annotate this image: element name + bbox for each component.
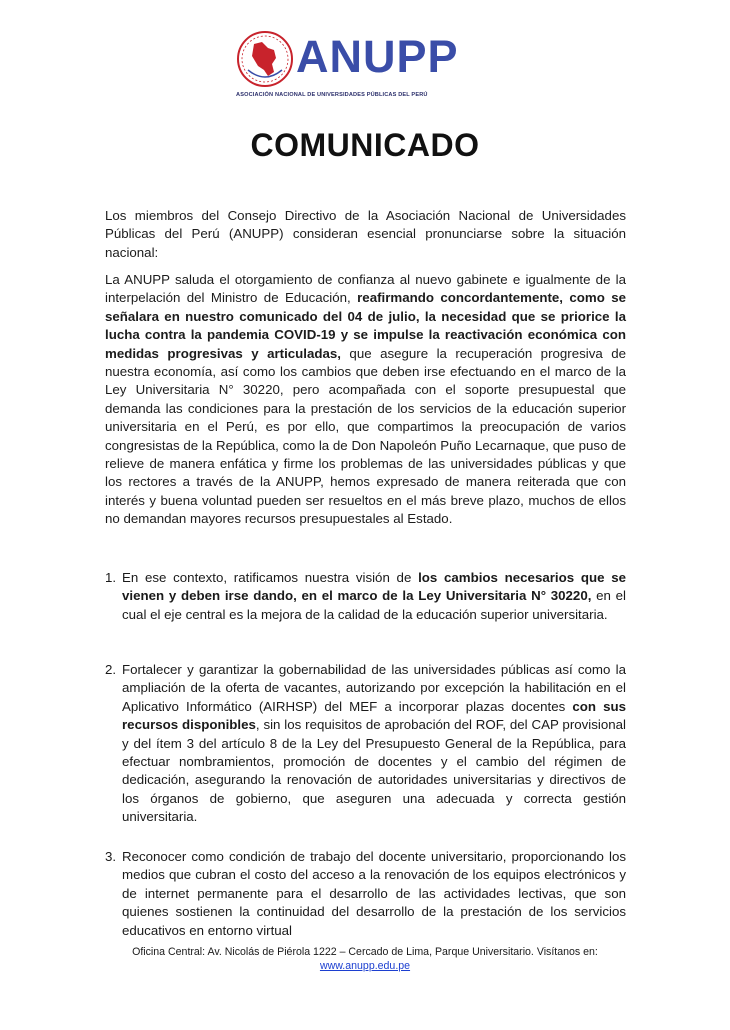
- paragraph-text: que asegure la recuperación progresiva de nuestra economía, así como los cambios que deben irse efectuando en el marco de la Ley Universitaria N° 30220, pero acompañada con el soporte presupuestal que demanda las condiciones para la prestación de los servicios de la educación superior universitaria en el Perú, es por ello, que compartimos la preocupación de varios congresistas de la República, como la de Don Napoleón Puño Lecarnaque, que puso de relieve de manera enfática y firme los problemas de las universidades públicas y que los rectores a través de la ANUPP, hemos expresado de manera reiterada que con interés y buena voluntad pueden ser resueltos en el más breve plazo, muchos de ellos no demandan mayores recursos presupuestales al Estado.: [105, 345, 627, 527]
- item-text: En ese contexto, ratificamos nuestra visión de: [122, 570, 419, 585]
- numbered-list: [105, 569, 626, 624]
- main-paragraph: [105, 271, 626, 529]
- item-text: en el cual el eje central es la mejora de la calidad de la educación superior universitaria.: [122, 588, 626, 622]
- website-link[interactable]: www.anupp.edu.pe: [319, 960, 411, 972]
- logo-subtitle: ASOCIACIÓN NACIONAL DE UNIVERSIDADES PÚBLICAS DEL PERÚ: [236, 92, 428, 98]
- peru-map-seal-icon: [236, 30, 294, 88]
- footer-address: Oficina Central: Av. Nicolás de Piérola 1222 – Cercado de Lima, Parque Universitario. Visítanos en:: [132, 946, 598, 958]
- list-number: 2.: [105, 662, 117, 677]
- item-bold-text: los cambios necesarios que se vienen y deben irse dando, en el marco de la Ley Universitaria N° 30220,: [122, 570, 626, 604]
- footer: [0, 945, 730, 973]
- list-number: 1.: [105, 570, 117, 585]
- paragraph-bold-text: reafirmando concordantemente, como se señalara en nuestro comunicado del 04 de julio, la necesidad que se priorice la lucha contra la pandemia COVID-19 y se impulse la reactivación económica con medidas progresivas y articuladas,: [105, 290, 626, 361]
- item-text: , sin los requisitos de aprobación del ROF, del CAP provisional y del ítem 3 del artículo 8 de la Ley del Presupuesto General de la República, para efectuar nombramientos, promoción de docentes y el cambio del régimen de dedicación, asegurando la renovación de autoridades universitarias y directivos de los órganos de gobierno, que aseguren una adecuada y correcta gestión universitaria.: [122, 717, 626, 825]
- logo-brand: ANUPP: [296, 31, 459, 82]
- item-text: Reconocer como condición de trabajo del docente universitario, proporcionando los medios que cubran el costo del acceso a la renovación de los equipos electrónicos y de internet permanente para el desarrollo de las actividades lectivas, que son quienes sostienen la continuidad del desarrollo de la prestación de los servicios educativos en entorno virtual: [122, 849, 626, 938]
- list-item: [105, 569, 626, 624]
- anupp-logo: [236, 28, 486, 103]
- page-title: COMUNICADO: [250, 127, 480, 163]
- list-number: 3.: [105, 849, 117, 864]
- item-bold-text: con sus recursos disponibles: [122, 698, 627, 733]
- numbered-list: [105, 848, 626, 940]
- item-text: Fortalecer y garantizar la gobernabilidad de las universidades públicas así como la ampliación de la oferta de vacantes, autorizando por excepción la habilitación en el Aplicativo Informático (AIRHSP) del MEF a incorporar plazas docentes: [122, 662, 626, 714]
- intro-paragraph: Los miembros del Consejo Directivo de la Asociación Nacional de Universidades Públicas del Perú (ANUPP) consideran esencial pronunciarse sobre la situación nacional:: [105, 208, 626, 260]
- list-item: [105, 661, 626, 827]
- numbered-list: [105, 661, 626, 827]
- paragraph-text: La ANUPP saluda el otorgamiento de confianza al nuevo gabinete e igualmente de la interpelación del Ministro de Educación,: [105, 272, 626, 306]
- list-item: [105, 848, 626, 940]
